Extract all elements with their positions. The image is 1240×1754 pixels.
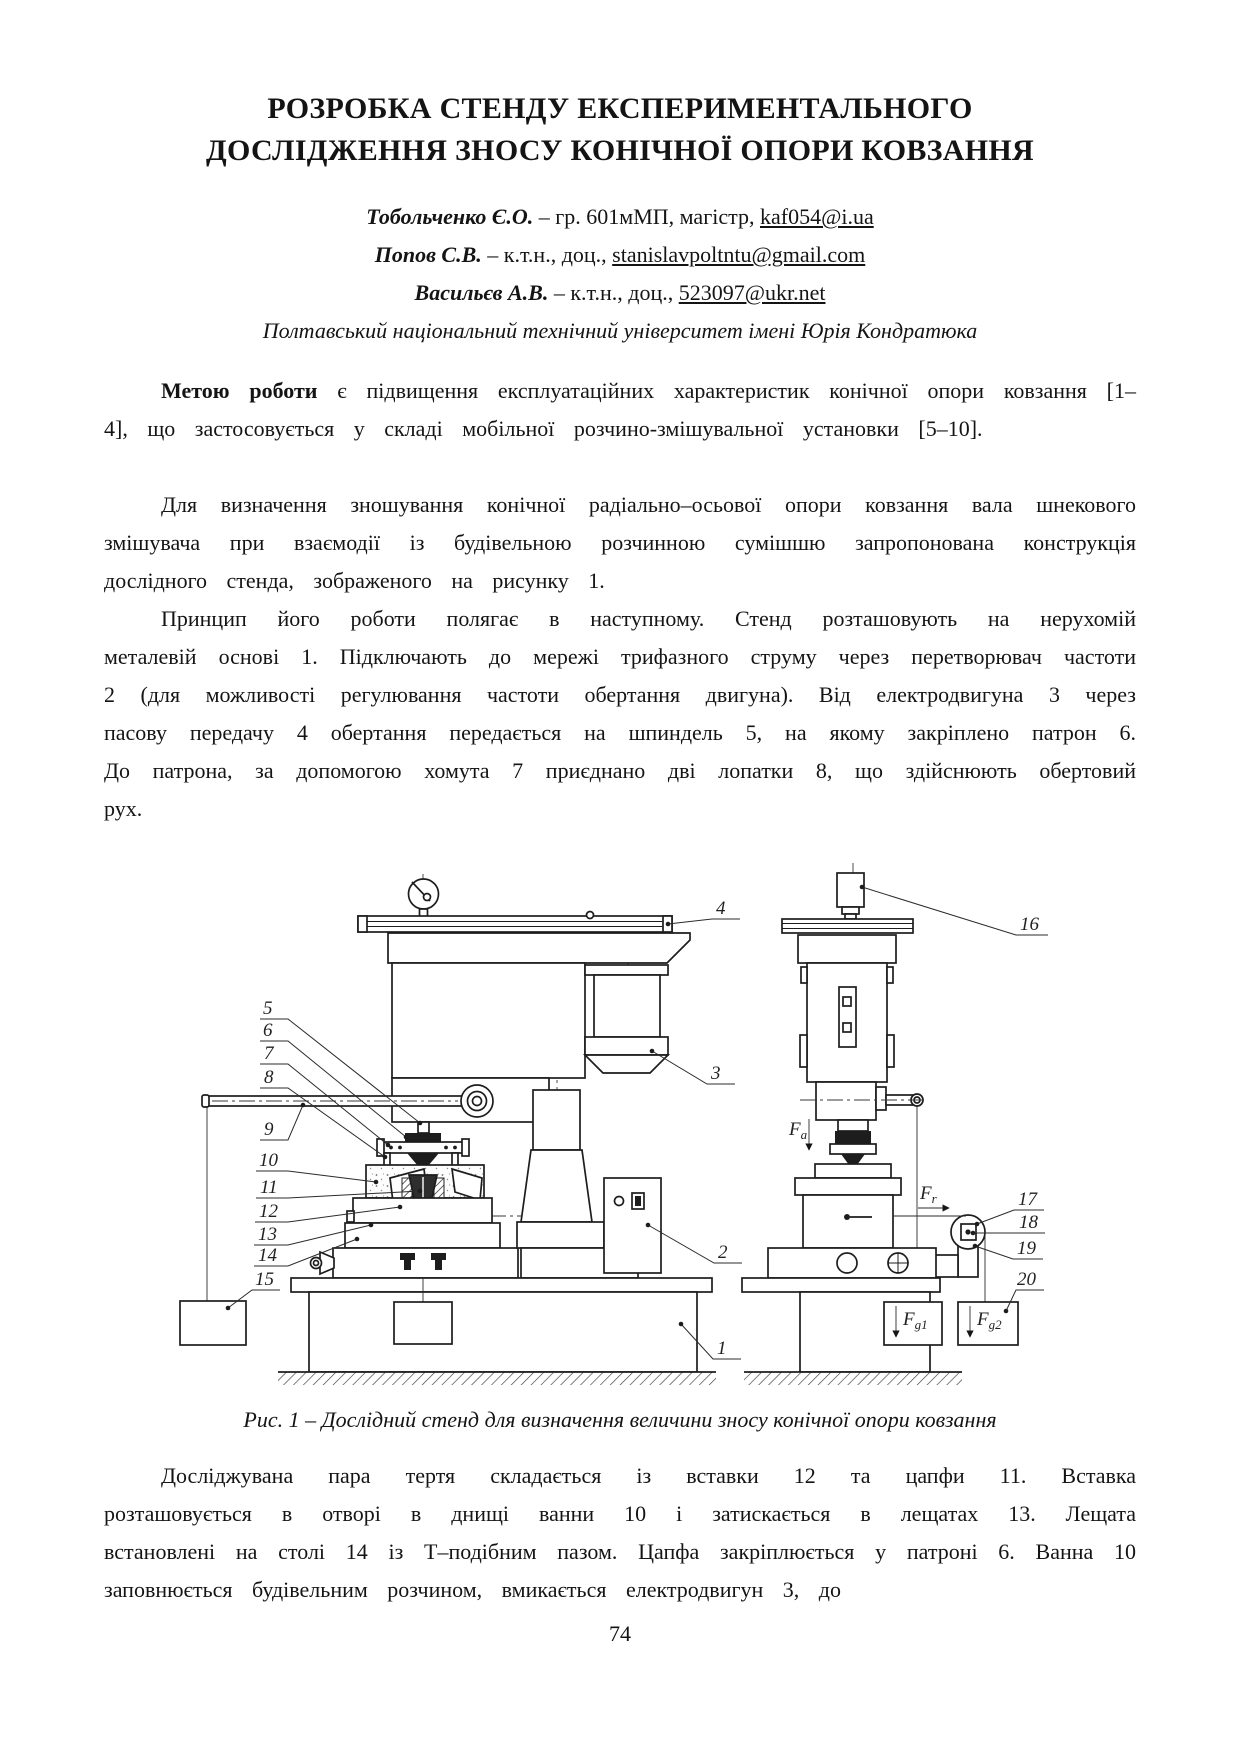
- paper-title-line1: РОЗРОБКА СТЕНДУ ЕКСПЕРИМЕНТАЛЬНОГО: [267, 92, 973, 125]
- svg-text:9: 9: [264, 1119, 274, 1140]
- authors-block: [104, 198, 1136, 312]
- svg-text:14: 14: [258, 1245, 277, 1266]
- callout-4: [666, 898, 740, 926]
- top-motor: [837, 873, 864, 919]
- author-details: – к.т.н., доц.,: [553, 280, 674, 305]
- chuck-side: [830, 1120, 876, 1165]
- paragraph-design: Для визначення зношування конічної радіально–осьової опори ковзання вала шнекового змішувача при взаємодії із будівельною розчинною сумішшю запропонована конструкція дослідного стенда, зображеного на рисунку 1.: [104, 492, 1136, 593]
- electric-motor: [585, 965, 668, 1073]
- author-details: – к.т.н., доц.,: [487, 242, 607, 267]
- svg-text:1: 1: [717, 1338, 727, 1359]
- svg-text:4: 4: [716, 898, 726, 919]
- svg-text:20: 20: [1017, 1269, 1036, 1290]
- svg-text:Fg1: $F_{g1}$: [903, 1309, 928, 1332]
- author-email: stanislavpoltntu@gmail.com: [612, 242, 866, 267]
- author-email: kaf054@i.ua: [759, 204, 874, 229]
- belt-bar-side: [782, 919, 913, 963]
- paragraph-goal-rest: є підвищення експлуатаційних характеристик конічної опори ковзання [1–4], що застосовується у складі мобільної розчино-змішувальної установки [5–10].: [104, 378, 1137, 441]
- author-name: Тобольченко Є.О.: [366, 204, 534, 229]
- svg-text:3: 3: [711, 1063, 721, 1084]
- author-email: 523097@ukr.net: [678, 280, 826, 305]
- paper-title: [104, 88, 1136, 172]
- author-details: – гр. 601мМП, магістр,: [538, 204, 755, 229]
- svg-text:12: 12: [259, 1201, 278, 1222]
- svg-text:5: 5: [263, 998, 273, 1019]
- author-name: Васильєв А.В.: [414, 280, 549, 305]
- svg-text:8: 8: [264, 1067, 274, 1088]
- page-number: 74: [609, 1621, 631, 1646]
- callout-9: [260, 1103, 305, 1140]
- author-line-2: [104, 236, 1136, 274]
- svg-text:6: 6: [263, 1020, 273, 1041]
- svg-text:15: 15: [255, 1269, 274, 1290]
- belt-guard-bar: [358, 912, 672, 933]
- svg-text:Fg2: $F_{g2}$: [977, 1309, 1002, 1332]
- author-line-1: [104, 198, 1136, 236]
- column-side: [800, 963, 894, 1082]
- paragraph-goal-lead: Метою роботи: [161, 378, 318, 403]
- svg-text:2: 2: [718, 1242, 728, 1263]
- svg-text:16: 16: [1020, 914, 1039, 935]
- figure-left-view: [180, 874, 716, 1385]
- svg-text:11: 11: [260, 1177, 278, 1198]
- author-line-3: [104, 274, 1136, 312]
- affiliation: Полтавський національний технічний університет імені Юрія Кондратюка: [262, 318, 978, 343]
- frequency-converter-box: [604, 1178, 661, 1273]
- svg-text:Fr: $F_r$: [920, 1183, 937, 1206]
- svg-text:7: 7: [264, 1043, 274, 1064]
- figure-right-view: [742, 863, 1018, 1385]
- figure-1: [150, 850, 1110, 1395]
- callout-7: [260, 1043, 390, 1147]
- author-name: Попов С.В.: [374, 242, 482, 267]
- table-side: [795, 1164, 901, 1248]
- svg-text:Fa: $F_a$: [789, 1119, 808, 1142]
- callout-15: [226, 1269, 280, 1310]
- callout-8: [260, 1067, 387, 1159]
- test-stand-drawing: [150, 850, 1110, 1395]
- base-left: [278, 1278, 716, 1385]
- force-fa: [788, 1119, 809, 1150]
- dial-gauge: [409, 879, 439, 917]
- force-fr: [918, 1183, 949, 1208]
- paragraph-goal: [104, 372, 1136, 486]
- svg-text:13: 13: [258, 1224, 277, 1245]
- figure-caption: Рис. 1 – Дослідний стенд для визначення величини зносу конічної опори ковзання: [243, 1407, 997, 1432]
- paragraph-friction-pair: Досліджувана пара тертя складається із вставки 12 та цапфи 11. Вставка розташовується в отворі в днищі ванни 10 і затискається в лещатах 13. Лещата встановлені на столі 14 із Т–подібним пазом. Цапфа закріплюється у патроні 6. Ванна 10 заповнюється будівельним розчином, вмикається електродвигун 3, до: [104, 1463, 1136, 1602]
- svg-text:18: 18: [1019, 1212, 1038, 1233]
- paragraph-principle: Принцип його роботи полягає в наступному. Стенд розташовують на нерухомій металевій основі 1. Підключають до мережі трифазного струму через перетворювач частоти 2 (для можливості регулювання частоти обертання двигуна). Від електродвигуна 3 через пасову передачу 4 обертання передається на шпиндель 5, на якому закріплено патрон 6. До патрона, за допомогою хомута 7 приєднано дві лопатки 8, що здійснюють обертовий рух.: [104, 606, 1136, 821]
- svg-text:10: 10: [259, 1150, 278, 1171]
- paper-title-line2: ДОСЛІДЖЕННЯ ЗНОСУ КОНІЧНОЇ ОПОРИ КОВЗАННЯ: [206, 134, 1034, 167]
- vise-table: [311, 1198, 519, 1278]
- svg-text:19: 19: [1017, 1238, 1036, 1259]
- svg-text:17: 17: [1018, 1189, 1037, 1210]
- lower-head-side: [800, 1082, 928, 1120]
